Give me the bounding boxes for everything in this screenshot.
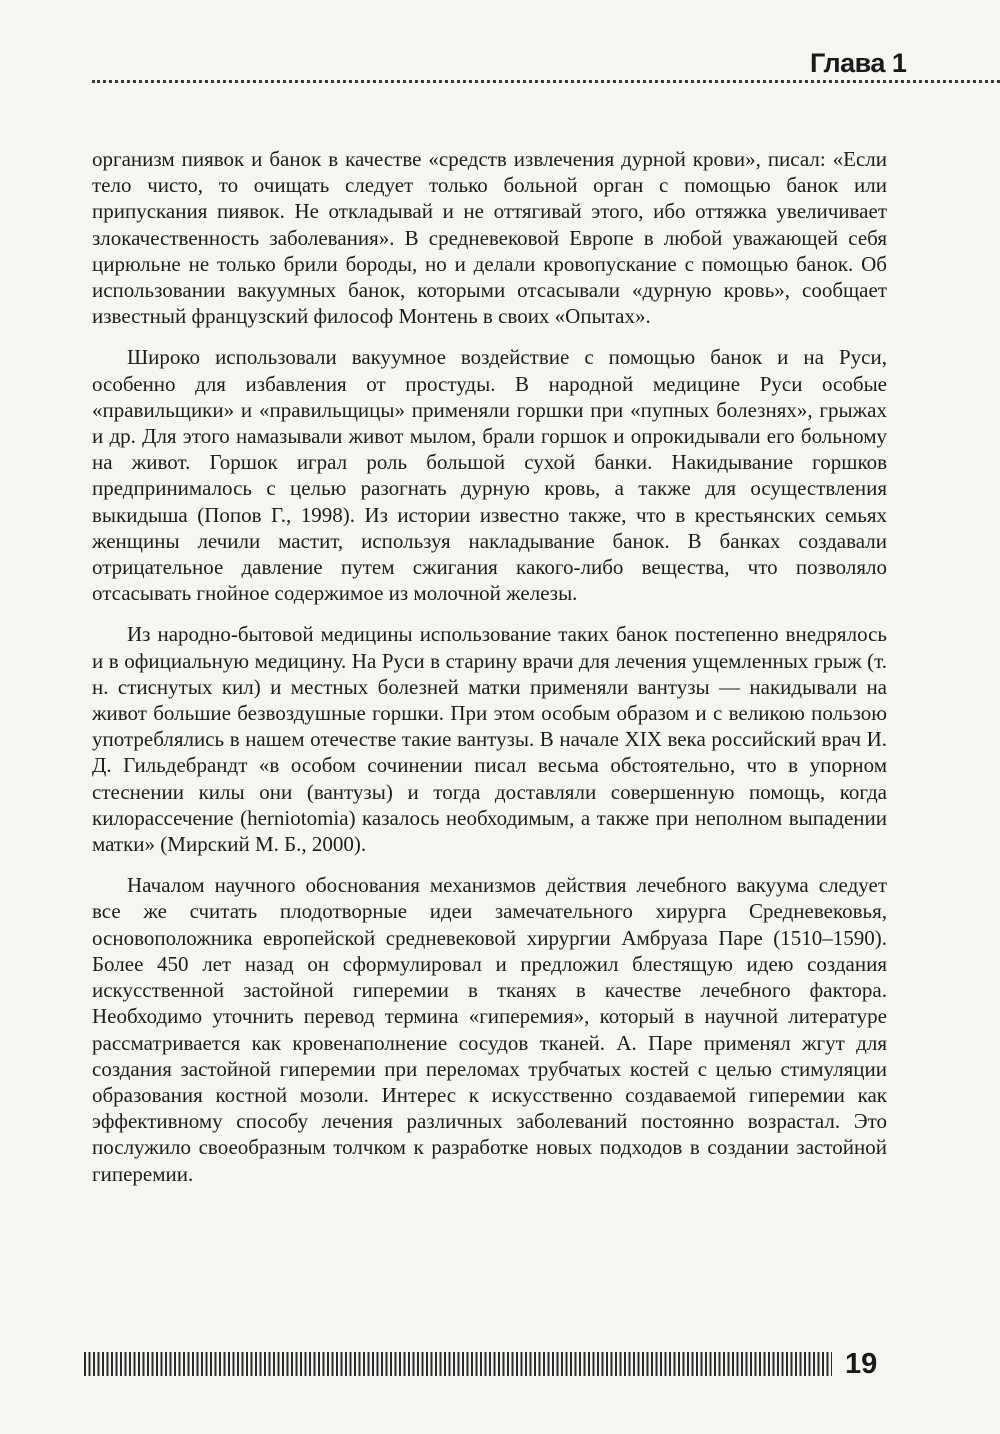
chapter-title: Глава 1 — [810, 48, 907, 78]
body-text — [92, 146, 887, 1202]
paragraph-4: Началом научного обоснования механизмов действия лечебного вакуума следует все же считать плодотворные идеи замечательного хирурга Средневековья, основоположника европейской средневековой хирургии Амбруаза Паре (1510–1590). Более 450 лет назад он сформулировал и предложил блестящую идею создания искусственной застойной гиперемии в тканях в качестве лечебного фактора. Необходимо уточнить перевод термина «гиперемия», который в научной литературе рассматривается как кровенаполнение сосудов тканей. А. Паре применял жгут для создания застойной гиперемии при переломах трубчатых костей с целью стимуляции образования костной мозоли. Интерес к искусственно создаваемой гиперемии как эффективному способу лечения различных заболеваний постоянно возрастал. Это послужило своеобразным толчком к разработке новых подходов в создании застойной гиперемии. — [92, 873, 887, 1186]
footer-barcode-decoration — [84, 1352, 832, 1376]
header-dotted-rule — [92, 80, 1000, 83]
paragraph-1: организм пиявок и банок в качестве «средств извлечения дурной крови», писал: «Если тело чисто, то очищать следует только больной орган с помощью банок или припускания пиявок. Не откладывай и не оттягивай этого, ибо оттяжка увеличивает злокачественность заболевания». В средневековой Европе в любой уважающей себя цирюльне не только брили бороды, но и делали кровопускание с помощью банок. Об использовании вакуумных банок, которыми отсасывали «дурную кровь», сообщает известный французский философ Монтень в своих «Опытах». — [92, 147, 887, 329]
paragraph-3: Из народно-бытовой медицины использование таких банок постепенно внедрялось и в официальную медицину. На Руси в старину врачи для лечения ущемленных грыж (т. н. стиснутых кил) и местных болезней матки применяли вантузы — накидывали на живот большие безвоздушные горшки. При этом особым образом и с великою пользою употреблялись в нашем отечестве такие вантузы. В начале XIX века российский врач И. Д. Гильдебрандт «в особом сочинении писал весьма обстоятельно, что в упорном стеснении килы они (вантузы) и тогда доставляли совершенную помощь, когда килорассечение (herniotomia) казалось необходимым, а также при неполном выпадении матки» (Мирский М. Б., 2000). — [92, 622, 887, 857]
paragraph-2: Широко использовали вакуумное воздействие с помощью банок и на Руси, особенно для избавления от простуды. В народной медицине Руси особые «правильщики» и «правильщицы» применяли горшки при «пупных болезнях», грыжах и др. Для этого намазывали живот мылом, брали горшок и опрокидывали его больному на живот. Горшок играл роль большой сухой банки. Накидывание горшков предпринималось с целью разогнать дурную кровь, а также для осуществления выкидыша (Попов Г., 1998). Из истории известно также, что в крестьянских семьях женщины лечили мастит, используя накладывание банок. В банках создавали отрицательное давление путем сжигания какого-либо вещества, что позволяло отсасывать гнойное содержимое из молочной железы. — [92, 345, 887, 606]
page-number: 19 — [845, 1348, 878, 1380]
